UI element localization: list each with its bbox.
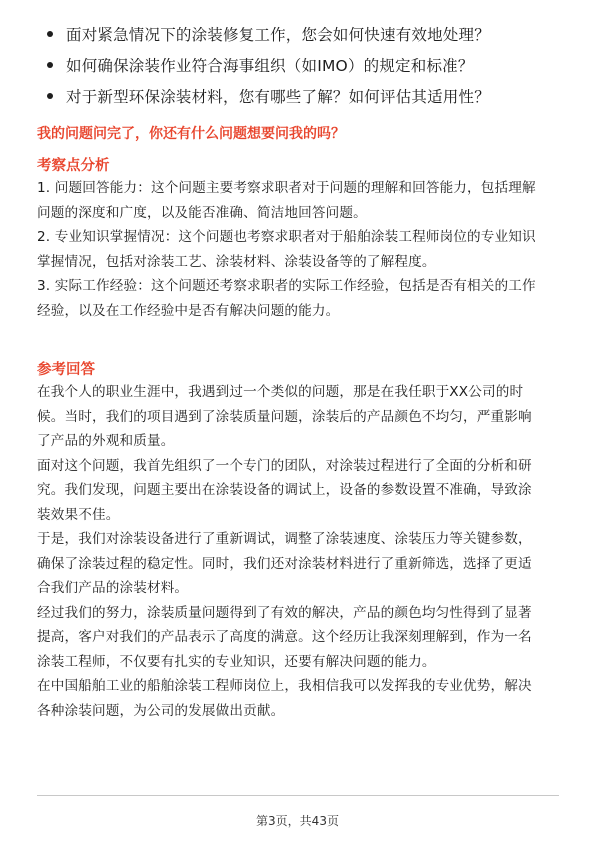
analysis-line: 问题的深度和广度，以及能否准确、简洁地回答问题。 [37,204,367,221]
question-text: 如何确保涂装作业符合海事组织（如IMO）的规定和标准？ [66,56,474,75]
question-text: 对于新型环保涂装材料，您有哪些了解？如何评估其适用性？ [66,87,490,106]
answer-line: 在中国船舶工业的船舶涂装工程师岗位上，我相信我可以发挥我的专业优势，解决 [37,678,532,694]
answer-line: 装效果不佳。 [37,506,120,523]
question-list [36,18,566,111]
analysis-heading: 考察点分析 [37,158,110,174]
bullet-icon [47,31,53,37]
analysis-line: 2. 专业知识掌握情况：这个问题也考察求职者对于船舶涂装工程师岗位的专业知识 [37,229,536,245]
answer-line: 面对这个问题，我首先组织了一个专门的团队，对涂装过程进行了全面的分析和研 [37,457,532,474]
question-text: 面对紧急情况下的涂装修复工作，您会如何快速有效地处理？ [66,25,490,44]
answer-line: 提高，客户对我们的产品表示了高度的满意。这个经历让我深刻理解到，作为一名 [37,629,532,645]
list-item [36,18,566,49]
answer-line: 于是，我们对涂装设备进行了重新调试，调整了涂装速度、涂装压力等关键参数， [37,531,532,547]
analysis-line: 3. 实际工作经验：这个问题还考察求职者的实际工作经验，包括是否有相关的工作 [37,278,536,294]
bullet-icon [47,62,53,68]
list-item [36,80,566,111]
answer-line: 候。当时，我们的项目遇到了涂装质量问题，涂装后的产品颜色不均匀，严重影响 [37,408,532,425]
answer-line: 各种涂装问题，为公司的发展做出贡献。 [37,702,285,719]
analysis-line: 经验，以及在工作经验中是否有解决问题的能力。 [37,302,340,319]
answer-line: 涂装工程师，不仅要有扎实的专业知识，还要有解决问题的能力。 [37,653,436,670]
list-item [36,49,566,80]
page-number: 第3页，共43页 [256,814,339,828]
answer-line: 了产品的外观和质量。 [37,433,175,449]
analysis-line: 掌握情况，包括对涂装工艺、涂装材料、涂装设备等的了解程度。 [37,253,436,270]
answer-line: 确保了涂装过程的稳定性。同时，我们还对涂装材料进行了重新筛选，选择了更适 [37,555,532,572]
answer-line: 究。我们发现，问题主要出在涂装设备的调试上，设备的参数设置不准确，导致涂 [37,482,532,498]
answer-line: 合我们产品的涂装材料。 [37,580,189,596]
answer-line: 经过我们的努力，涂装质量问题得到了有效的解决，产品的颜色均匀性得到了显著 [37,604,532,621]
bullet-icon [47,93,53,99]
closing-question: 我的问题问完了，你还有什么问题想要问我的吗？ [37,126,345,142]
answer-line: 在我个人的职业生涯中，我遇到过一个类似的问题，那是在我任职于XX公司的时 [37,384,524,400]
analysis-line: 1. 问题回答能力：这个问题主要考察求职者对于问题的理解和回答能力，包括理解 [37,180,536,196]
answer-heading: 参考回答 [37,362,95,378]
footer-divider [37,795,559,796]
analysis-body [37,176,559,323]
answer-body [37,380,559,723]
